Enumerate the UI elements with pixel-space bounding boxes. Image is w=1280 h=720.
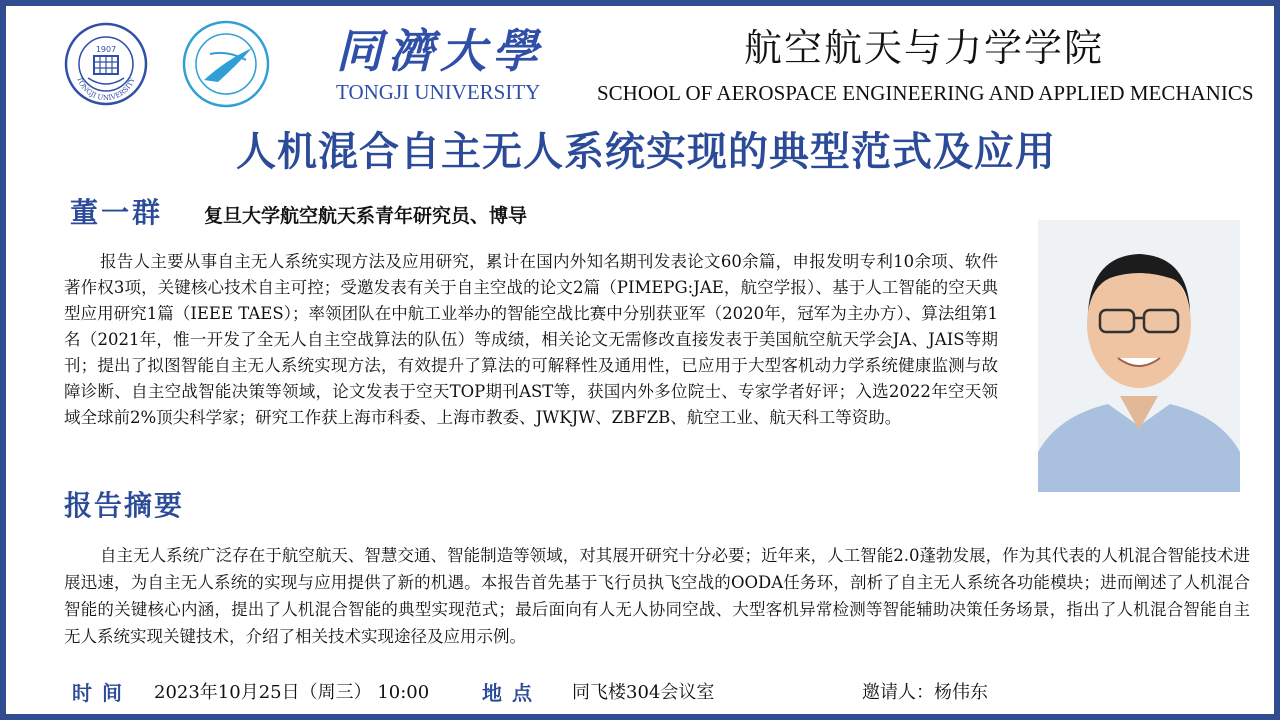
- talk-title: 人机混合自主无人系统实现的典型范式及应用: [236, 129, 1056, 175]
- speaker-name: 董一群: [70, 196, 164, 229]
- university-name-en: TONGJI UNIVERSITY: [336, 80, 541, 104]
- school-name-cn: 航空航天与力学学院: [744, 26, 1105, 70]
- speaker-photo: [1038, 220, 1240, 492]
- time-value: 2023年10月25日（周三） 10:00: [154, 682, 430, 703]
- seal-year: 1907: [95, 45, 117, 54]
- university-name-cn: 同濟大學: [336, 24, 544, 78]
- inviter: 邀请人：杨伟东: [862, 682, 988, 703]
- speaker-bio: 报告人主要从事自主无人系统实现方法及应用研究，累计在国内外知名期刊发表论文60余篇，申报发明专利10余项、软件著作权3项，关键核心技术自主可控；受邀发表有关于自主空战的论文2篇（PIMEPG:JAE，航空学报）、基于人工智能的空天典型应用研究1篇（IEEE TAES）；率领团队在中航工业举办的智能空战比赛中分别获亚军（2020年，冠军为主办方）、算法组第1名（2021年，惟一开发了全无人自主空战算法的队伍）等成绩，相关论文无需修改直接发表于美国航空航天学会JA、JAIS等期刊；提出了拟图智能自主无人系统实现方法，有效提升了算法的可解释性及通用性，已应用于大型客机动力学系统健康监测与故障诊断、自主空战智能决策等领域，论文发表于空天TOP期刊AST等，获国内外多位院士、专家学者好评；入选2022年空天领域全球前2%顶尖科学家；研究工作获上海市科委、上海市教委、JWKJW、ZBFZB、航空工业、航天科工等资助。: [64, 252, 998, 427]
- place-value: 同飞楼304会议室: [572, 682, 715, 703]
- abstract-heading: 报告摘要: [64, 489, 185, 522]
- seal-text: TONGJI UNIVERSITY: [75, 75, 137, 103]
- school-emblem-logo: [182, 20, 270, 108]
- time-label: 时间: [72, 681, 132, 705]
- tongji-seal-logo: [64, 22, 148, 106]
- place-label: 地点: [482, 681, 542, 705]
- abstract-text: 自主无人系统广泛存在于航空航天、智慧交通、智能制造等领域，对其展开研究十分必要；近年来，人工智能2.0蓬勃发展，作为其代表的人机混合智能技术进展迅速，为自主无人系统的实现与应用提供了新的机遇。本报告首先基于飞行员执飞空战的OODA任务环，剖析了自主无人系统各功能模块；进而阐述了人机混合智能的关键核心内涵，提出了人机混合智能的典型实现范式；最后面向有人无人协同空战、大型客机异常检测等智能辅助决策任务场景，指出了人机混合智能自主无人系统实现关键技术，介绍了相关技术实现途径及应用示例。: [64, 546, 1250, 646]
- school-name-en: SCHOOL OF AEROSPACE ENGINEERING AND APPLIED MECHANICS: [597, 81, 1254, 105]
- speaker-affiliation: 复旦大学航空航天系青年研究员、博导: [204, 205, 528, 227]
